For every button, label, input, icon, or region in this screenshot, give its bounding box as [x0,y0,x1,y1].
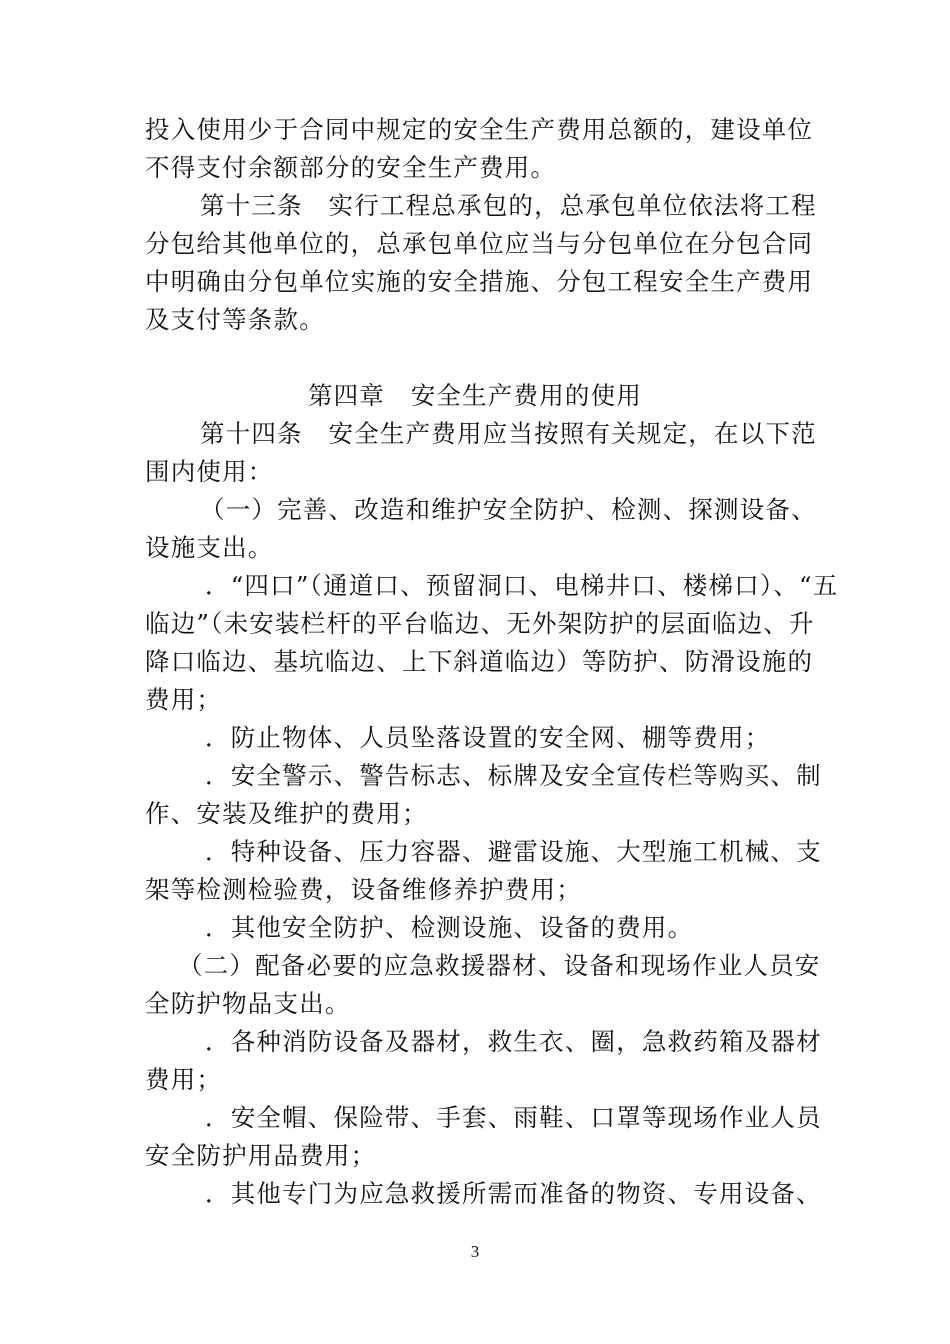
paragraph-line: 费用； [145,1065,223,1094]
paragraph-line: 安全防护用品费用； [145,1141,377,1170]
paragraph-line: 降口临边、基坑临边、上下斜道临边）等防护、防滑设施的 [145,647,814,676]
paragraph-line: 及支付等条款。 [145,305,325,334]
article-14-line: 第十四条 安全生产费用应当按照有关规定，在以下范 [200,419,817,448]
bullet-line: ．特种设备、压力容器、避雷设施、大型施工机械、支 [205,837,822,866]
bullet-line: ．各种消防设备及器材，救生衣、圈，急救药箱及器材 [205,1027,822,1056]
chapter-heading: 第四章 安全生产费用的使用 [307,381,643,410]
paragraph-line: 不得支付余额部分的安全生产费用。 [145,153,557,182]
paragraph-line: 架等检测检验费，设备维修养护费用； [145,875,582,904]
article-13-line: 第十三条 实行工程总承包的，总承包单位依法将工程 [200,191,817,220]
paragraph-line: 围内使用： [145,457,274,486]
bullet-line: ．其他专门为应急救援所需而准备的物资、专用设备、 [205,1179,822,1208]
bullet-line: ．“四口”（通道口、预留洞口、电梯井口、楼梯口）、“五 [205,571,839,600]
bullet-line: ．防止物体、人员坠落设置的安全网、棚等费用； [205,723,771,752]
paragraph-line: 中明确由分包单位实施的安全措施、分包工程安全生产费用 [145,267,814,296]
paragraph-line: 作、安装及维护的费用； [145,799,428,828]
paragraph-line: 临边”（未安装栏杆的平台临边、无外架防护的层面临边、升 [145,609,815,638]
paragraph-line: 设施支出。 [145,533,274,562]
bullet-line: ．安全帽、保险带、手套、雨鞋、口罩等现场作业人员 [205,1103,822,1132]
paragraph-line: 费用； [145,685,223,714]
paragraph-line: 投入使用少于合同中规定的安全生产费用总额的，建设单位 [145,115,814,144]
paragraph-line: 分包给其他单位的，总承包单位应当与分包单位在分包合同 [145,229,814,258]
page-number: 3 [470,1242,480,1261]
item-two-line: （二）配备必要的应急救援器材、设备和现场作业人员安 [178,951,821,980]
item-one-line: （一）完善、改造和维护安全防护、检测、探测设备、 [200,495,817,524]
paragraph-line: 全防护物品支出。 [145,989,351,1018]
bullet-line: ．安全警示、警告标志、标牌及安全宣传栏等购买、制 [205,761,822,790]
bullet-line: ．其他安全防护、检测设施、设备的费用。 [205,913,694,942]
